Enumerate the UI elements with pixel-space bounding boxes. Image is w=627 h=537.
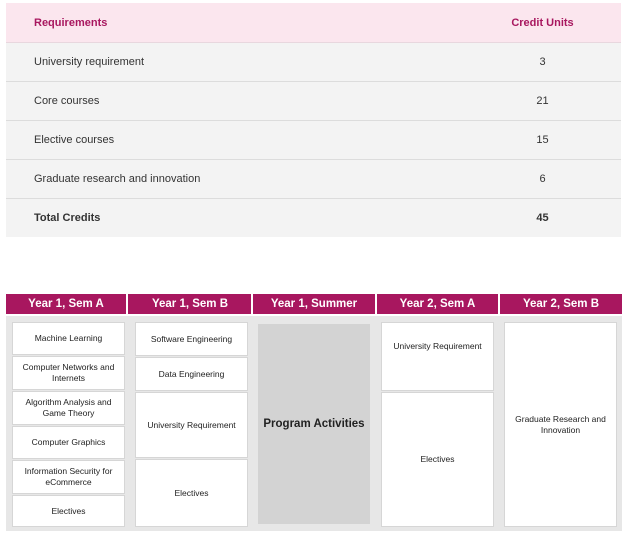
program-activities-block: Program Activities <box>258 324 370 524</box>
course-information-security: Information Security for eCommerce <box>12 460 125 494</box>
table-header-row <box>6 3 621 43</box>
course-electives: Electives <box>135 459 248 527</box>
column-y2-sem-b <box>504 322 617 527</box>
course-data-engineering: Data Engineering <box>135 357 248 391</box>
table-row <box>6 43 621 82</box>
column-header-y2-sem-b: Year 2, Sem B <box>522 298 600 310</box>
credit-units-header: Credit Units <box>464 3 621 43</box>
course-computer-networks: Computer Networks and Internets <box>12 356 125 390</box>
total-units: 45 <box>464 199 621 238</box>
table-row <box>6 121 621 160</box>
row-units: 21 <box>464 82 621 121</box>
table-row <box>6 82 621 121</box>
course-university-requirement: University Requirement <box>135 392 248 458</box>
column-header-y1-summer: Year 1, Summer <box>253 294 377 314</box>
credit-units-table <box>6 3 621 237</box>
total-label: Total Credits <box>6 199 464 238</box>
row-label: Core courses <box>6 82 464 121</box>
schedule-body <box>6 316 622 531</box>
column-y2-sem-a <box>381 322 494 527</box>
requirements-header: Requirements <box>6 3 464 43</box>
row-label: University requirement <box>6 43 464 82</box>
row-units: 3 <box>464 43 621 82</box>
course-graduate-research: Graduate Research and Innovation <box>504 322 617 527</box>
row-units: 15 <box>464 121 621 160</box>
course-computer-graphics: Computer Graphics <box>12 426 125 459</box>
column-y1-sem-b <box>135 322 248 527</box>
total-row <box>6 199 621 238</box>
row-label: Elective courses <box>6 121 464 160</box>
column-y1-sem-a <box>12 322 125 527</box>
study-plan-schedule <box>6 294 622 531</box>
course-software-engineering: Software Engineering <box>135 322 248 356</box>
course-university-requirement: University Requirement <box>381 322 494 391</box>
column-header-y1-sem-b: Year 1, Sem B <box>129 294 253 314</box>
row-units: 6 <box>464 160 621 199</box>
row-label: Graduate research and innovation <box>6 160 464 199</box>
course-electives: Electives <box>12 495 125 527</box>
course-machine-learning: Machine Learning <box>12 322 125 355</box>
course-electives: Electives <box>381 392 494 527</box>
schedule-header <box>6 294 622 314</box>
column-header-y2-sem-a: Year 2, Sem A <box>377 294 500 314</box>
column-header-y1-sem-a: Year 1, Sem A <box>6 294 128 314</box>
table-row <box>6 160 621 199</box>
course-algorithm-analysis: Algorithm Analysis and Game Theory <box>12 391 125 425</box>
